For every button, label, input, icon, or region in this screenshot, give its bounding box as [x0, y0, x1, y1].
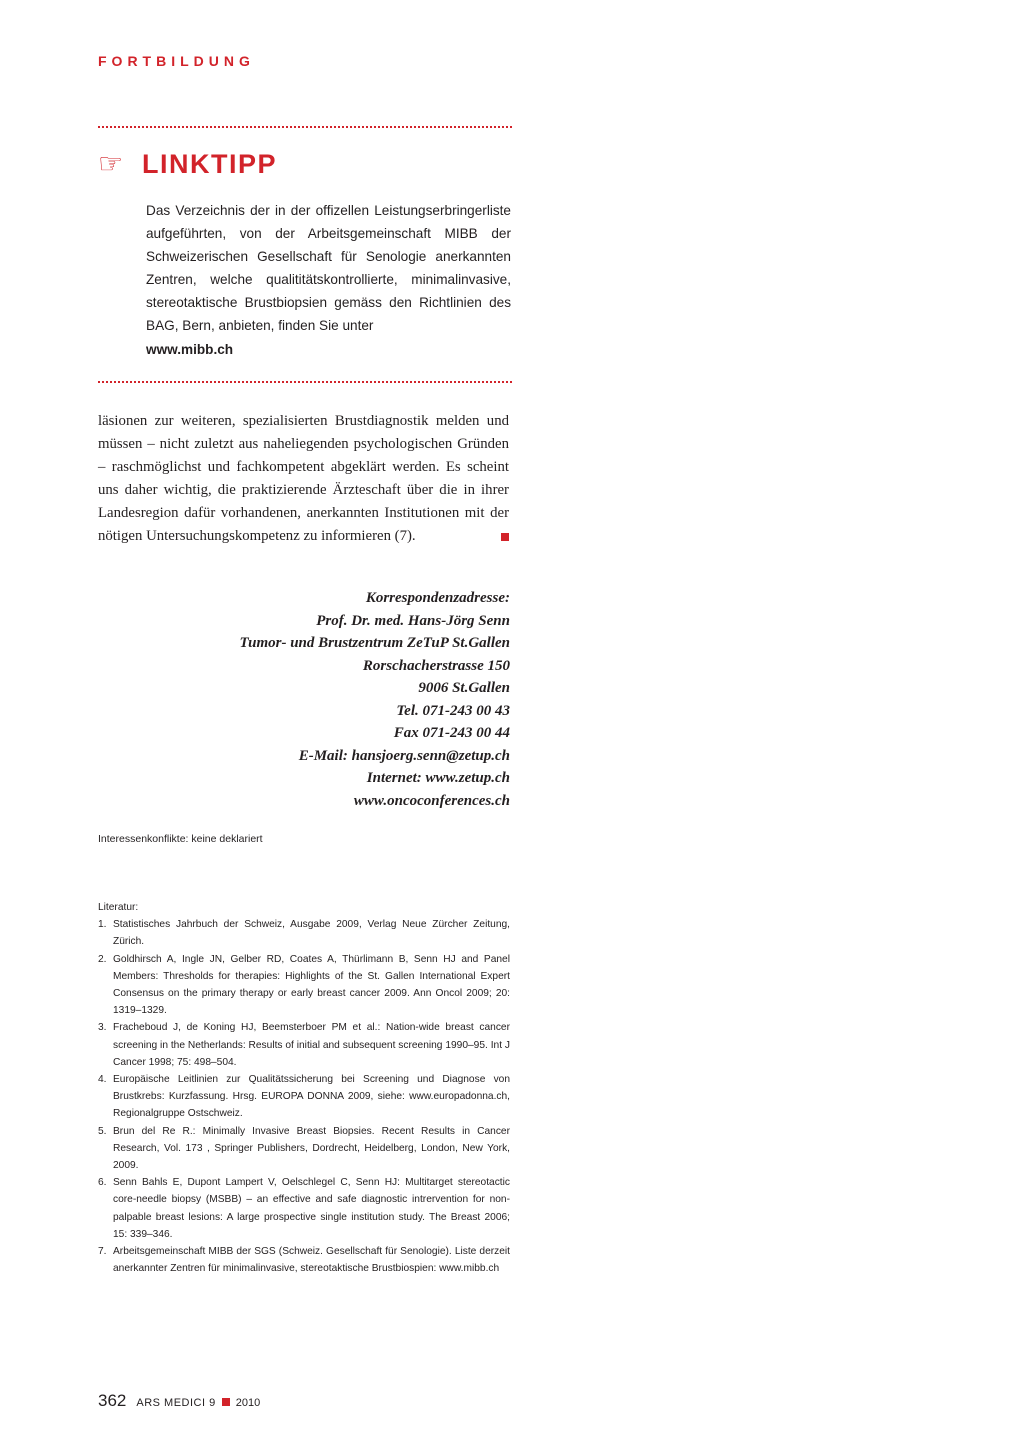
reference-text: Statistisches Jahrbuch der Schweiz, Ausgabe 2009, Verlag Neue Zürcher Zeitung, Zürich.	[113, 919, 510, 948]
reference-number: 4.	[98, 1074, 107, 1086]
address-internet[interactable]: Internet: www.zetup.ch	[366, 770, 510, 786]
publication-year: 2010	[235, 1397, 261, 1409]
address-label: Korrespondenzadresse:	[365, 590, 510, 606]
journal-name: ARS MEDICI 9	[136, 1397, 216, 1409]
reference-number: 2.	[98, 953, 107, 965]
reference-item	[98, 1123, 510, 1175]
reference-text: Europäische Leitlinien zur Qualitätssicherung bei Screening und Diagnose von Brustkrebs: Kurzfassung. Hrsg. EUROPA DONNA 2009, siehe: www.europadonna.ch, Regionalgruppe Ostschweiz.	[113, 1074, 510, 1120]
reference-item	[98, 1174, 510, 1243]
reference-item	[98, 951, 510, 1020]
linktipp-url[interactable]: www.mibb.ch	[146, 342, 234, 357]
conflicts-note: Interessenkonflikte: keine deklariert	[98, 833, 263, 845]
end-mark-icon	[501, 533, 509, 541]
reference-item	[98, 1071, 510, 1123]
correspondence-address	[90, 587, 510, 812]
linktipp-title: LINKTIPP	[142, 148, 278, 179]
reference-item	[98, 1019, 510, 1071]
reference-text: Senn Bahls E, Dupont Lampert V, Oelschlegel C, Senn HJ: Multitarget stereotactic core-needle biopsy (MSBB) – an effective and safe diagnostic intrervention for non-palpable breast lesions: A large prospective single institution study. The Breast 2006; 15: 339–346.	[113, 1177, 510, 1240]
reference-item	[98, 916, 510, 950]
reference-list	[98, 916, 510, 1277]
reference-number: 1.	[98, 919, 107, 931]
page-footer	[98, 1391, 260, 1413]
literature	[98, 899, 510, 1277]
address-name: Prof. Dr. med. Hans-Jörg Senn	[316, 612, 510, 629]
linktipp-text: Das Verzeichnis der in der offizellen Leistungserbringerliste aufgeführten, von der Arbeitsgemeinschaft MIBB der Schweizerischen Gesellschaft für Senologie anerkannten Zentren, welche qualititätskontrollierte, minimalinvasive, stereotaktische Brustbiopsien gemäss den Richtlinien des BAG, Bern, anbieten, finden Sie unter	[146, 203, 511, 333]
linktipp-body	[146, 199, 511, 361]
dotted-divider-top	[98, 126, 512, 128]
page-number: 362	[98, 1391, 127, 1410]
address-web2[interactable]: www.oncoconferences.ch	[353, 792, 510, 809]
dotted-divider-bottom	[98, 381, 512, 383]
linktipp-heading	[98, 149, 277, 179]
reference-number: 5.	[98, 1125, 107, 1137]
address-tel: Tel. 071-243 00 43	[396, 702, 510, 719]
address-email[interactable]: E-Mail: hansjoerg.senn@zetup.ch	[298, 747, 510, 764]
address-fax: Fax 071-243 00 44	[393, 725, 510, 741]
reference-number: 7.	[98, 1246, 107, 1258]
reference-text: Arbeitsgemeinschaft MIBB der SGS (Schweiz. Gesellschaft für Senologie). Liste derzeit anerkannter Zentren für minimalinvasive, stereotaktische Brustbiospien: www.mibb.ch	[113, 1246, 510, 1275]
reference-text: Fracheboud J, de Koning HJ, Beemsterboer PM et al.: Nation-wide breast cancer screening in the Netherlands: Results of initial and subsequent screening 1990–95. Int J Cancer 1998; 75: 498–504.	[113, 1022, 510, 1068]
reference-number: 6.	[98, 1177, 107, 1189]
pointing-hand-icon: ☞	[98, 148, 124, 179]
literature-heading: Literatur:	[98, 902, 139, 913]
address-city: 9006 St.Gallen	[418, 680, 510, 696]
reference-item	[98, 1243, 510, 1277]
section-label: FORTBILDUNG	[98, 53, 255, 69]
body-text: läsionen zur weiteren, spezialisierten Brustdiagnostik melden und müssen – nicht zuletzt aus naheliegenden psychologischen Gründen – raschmöglichst und fachkompetent abgeklärt werden. Es scheint uns daher wichtig, die praktizierende Ärzteschaft über die in ihrer Landesregion dafür vorhandenen, anerkannten Institutionen mit der nötigen Untersuchungskompetenz zu informieren (7).	[98, 413, 509, 544]
address-institution: Tumor- und Brustzentrum ZeTuP St.Gallen	[239, 635, 510, 651]
reference-number: 3.	[98, 1022, 107, 1034]
reference-text: Brun del Re R.: Minimally Invasive Breast Biopsies. Recent Results in Cancer Research, Vol. 173 , Springer Publishers, Dordrecht, Heidelberg, London, New York, 2009.	[113, 1125, 510, 1172]
separator-square-icon	[222, 1398, 230, 1406]
reference-text: Goldhirsch A, Ingle JN, Gelber RD, Coates A, Thürlimann B, Senn HJ and Panel Members: Thresholds for therapies: Highlights of the St. Gallen International Expert Consensus on the primary therapy or early breast cancer 2009. Ann Oncol 2009; 20: 1319–1329.	[113, 953, 510, 1017]
address-street: Rorschacherstrasse 150	[362, 657, 510, 674]
body-paragraph	[98, 410, 509, 548]
